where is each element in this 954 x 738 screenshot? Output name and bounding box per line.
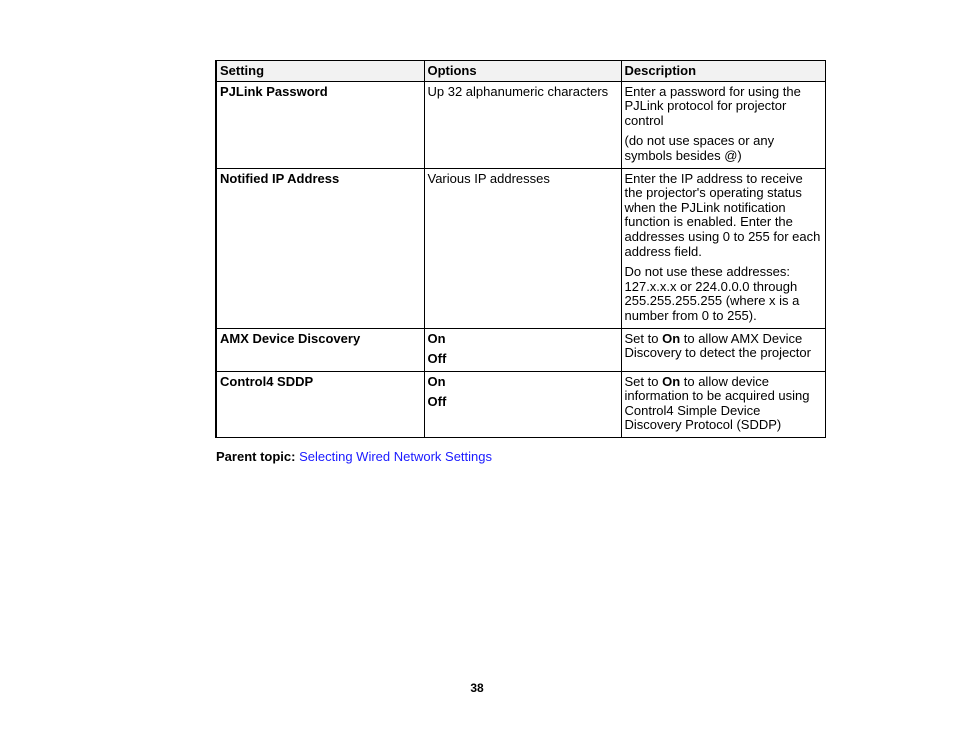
description-paragraph: (do not use spaces or any symbols besides @) bbox=[624, 133, 775, 163]
page-number: 38 bbox=[470, 681, 484, 695]
description-prefix: Set to bbox=[624, 373, 663, 389]
table-row bbox=[216, 81, 825, 168]
description-keyword: On bbox=[662, 330, 681, 346]
table-header-row bbox=[216, 61, 825, 82]
description-prefix: Set to bbox=[624, 330, 663, 346]
parent-topic bbox=[216, 450, 492, 465]
parent-topic-label: Parent topic: bbox=[216, 449, 296, 464]
settings-table bbox=[215, 60, 826, 438]
table-row bbox=[216, 328, 825, 371]
table-row bbox=[216, 371, 825, 437]
description-cell bbox=[621, 328, 825, 371]
description-paragraph: Enter a password for using the PJLink protocol for projector control bbox=[624, 83, 801, 128]
description-cell bbox=[621, 371, 825, 437]
header-setting: Setting bbox=[216, 61, 424, 82]
setting-notified-ip-address: Notified IP Address bbox=[216, 168, 424, 328]
options-cell bbox=[424, 371, 621, 437]
description-paragraph bbox=[625, 332, 821, 361]
option-on: On bbox=[427, 373, 446, 389]
setting-control4-sddp: Control4 SDDP bbox=[216, 371, 424, 437]
description-paragraph bbox=[625, 375, 821, 433]
description-cell bbox=[621, 81, 825, 168]
description-cell bbox=[621, 168, 825, 328]
description-suffix: to allow device information to be acquired using Control4 Simple Device Discovery Protocol (SDDP) bbox=[624, 373, 810, 433]
header-description: Description bbox=[621, 61, 825, 82]
setting-amx-device-discovery: AMX Device Discovery bbox=[216, 328, 424, 371]
option-off: Off bbox=[427, 351, 447, 367]
parent-topic-link[interactable]: Selecting Wired Network Settings bbox=[299, 449, 493, 464]
description-paragraph: Do not use these addresses: 127.x.x.x or 224.0.0.0 through 255.255.255.255 (where x is a number from 0 to 255). bbox=[624, 264, 800, 323]
header-options: Options bbox=[424, 61, 621, 82]
setting-pjlink-password: PJLink Password bbox=[216, 81, 424, 168]
option-on: On bbox=[427, 330, 446, 346]
table-row bbox=[216, 168, 825, 328]
options-cell: Up 32 alphanumeric characters bbox=[424, 81, 621, 168]
options-cell bbox=[424, 328, 621, 371]
description-keyword: On bbox=[662, 373, 681, 389]
description-suffix: to allow AMX Device Discovery to detect the projector bbox=[624, 330, 811, 361]
description-paragraph: Enter the IP address to receive the projector's operating status when the PJLink notification function is enabled. Enter the addresses using 0 to 255 for each address field. bbox=[624, 170, 821, 259]
option-off: Off bbox=[427, 394, 447, 410]
options-cell: Various IP addresses bbox=[424, 168, 621, 328]
